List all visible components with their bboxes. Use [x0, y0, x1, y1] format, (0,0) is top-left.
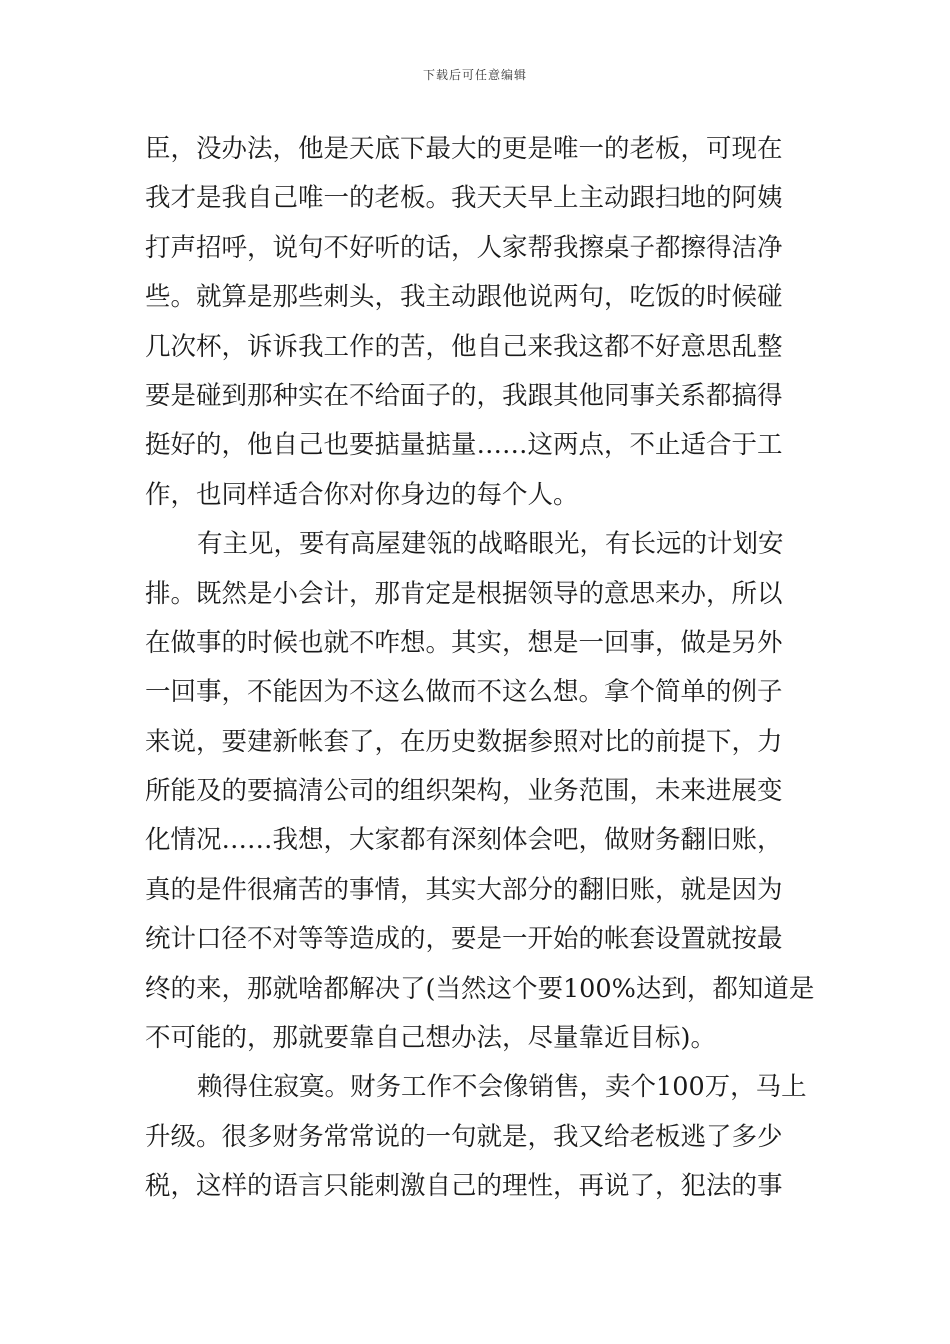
paragraph-start-line: 赖得住寂寞。财务工作不会像销售，卖个100万，马上: [197, 1072, 807, 1103]
text-line: 一回事，不能因为不这么做而不这么想。拿个简单的例子: [145, 677, 783, 708]
page-header: 下载后可任意编辑: [422, 68, 527, 82]
text-line: 几次杯，诉诉我工作的苦，他自己来我这都不好意思乱整: [145, 331, 783, 362]
text-line: 打声招呼，说句不好听的话，人家帮我擦桌子都擦得洁净: [145, 232, 783, 263]
document-body: [145, 125, 815, 1212]
text-line: 税，这样的语言只能刺激自己的理性，再说了，犯法的事: [145, 1171, 783, 1202]
text-line: 不可能的，那就要靠自己想办法，尽量靠近目标)。: [145, 1023, 716, 1054]
text-line: 升级。很多财务常常说的一句就是，我又给老板逃了多少: [145, 1121, 783, 1152]
text-line: 在做事的时候也就不咋想。其实，想是一回事，做是另外: [145, 627, 783, 658]
text-line: 臣，没办法，他是天底下最大的更是唯一的老板，可现在: [145, 134, 783, 164]
text-line: 真的是件很痛苦的事情，其实大部分的翻旧账，就是因为: [145, 874, 783, 905]
text-line: 挺好的，他自己也要掂量掂量……这两点，不止适合于工: [145, 430, 783, 461]
text-line: 化情况……我想，大家都有深刻体会吧，做财务翻旧账，: [145, 825, 783, 856]
text-line: 终的来，那就啥都解决了(当然这个要100%达到，都知道是: [145, 973, 815, 1004]
text-line: 些。就算是那些刺头，我主动跟他说两句，吃饭的时候碰: [145, 282, 783, 313]
text-line: 排。既然是小会计，那肯定是根据领导的意思来办，所以: [145, 578, 783, 609]
paragraph-start-line: 有主见，要有高屋建瓴的战略眼光，有长远的计划安: [197, 529, 784, 560]
text-line: 来说，要建新帐套了，在历史数据参照对比的前提下，力: [145, 726, 783, 757]
text-line: 要是碰到那种实在不给面子的，我跟其他同事关系都搞得: [145, 380, 783, 411]
text-line: 我才是我自己唯一的老板。我天天早上主动跟扫地的阿姨: [145, 183, 783, 214]
text-line: 作，也同样适合你对你身边的每个人。: [145, 479, 579, 510]
text-line: 所能及的要搞清公司的组织架构，业务范围，未来进展变: [145, 776, 783, 807]
text-line: 统计口径不对等等造成的，要是一开始的帐套设置就按最: [145, 924, 783, 955]
